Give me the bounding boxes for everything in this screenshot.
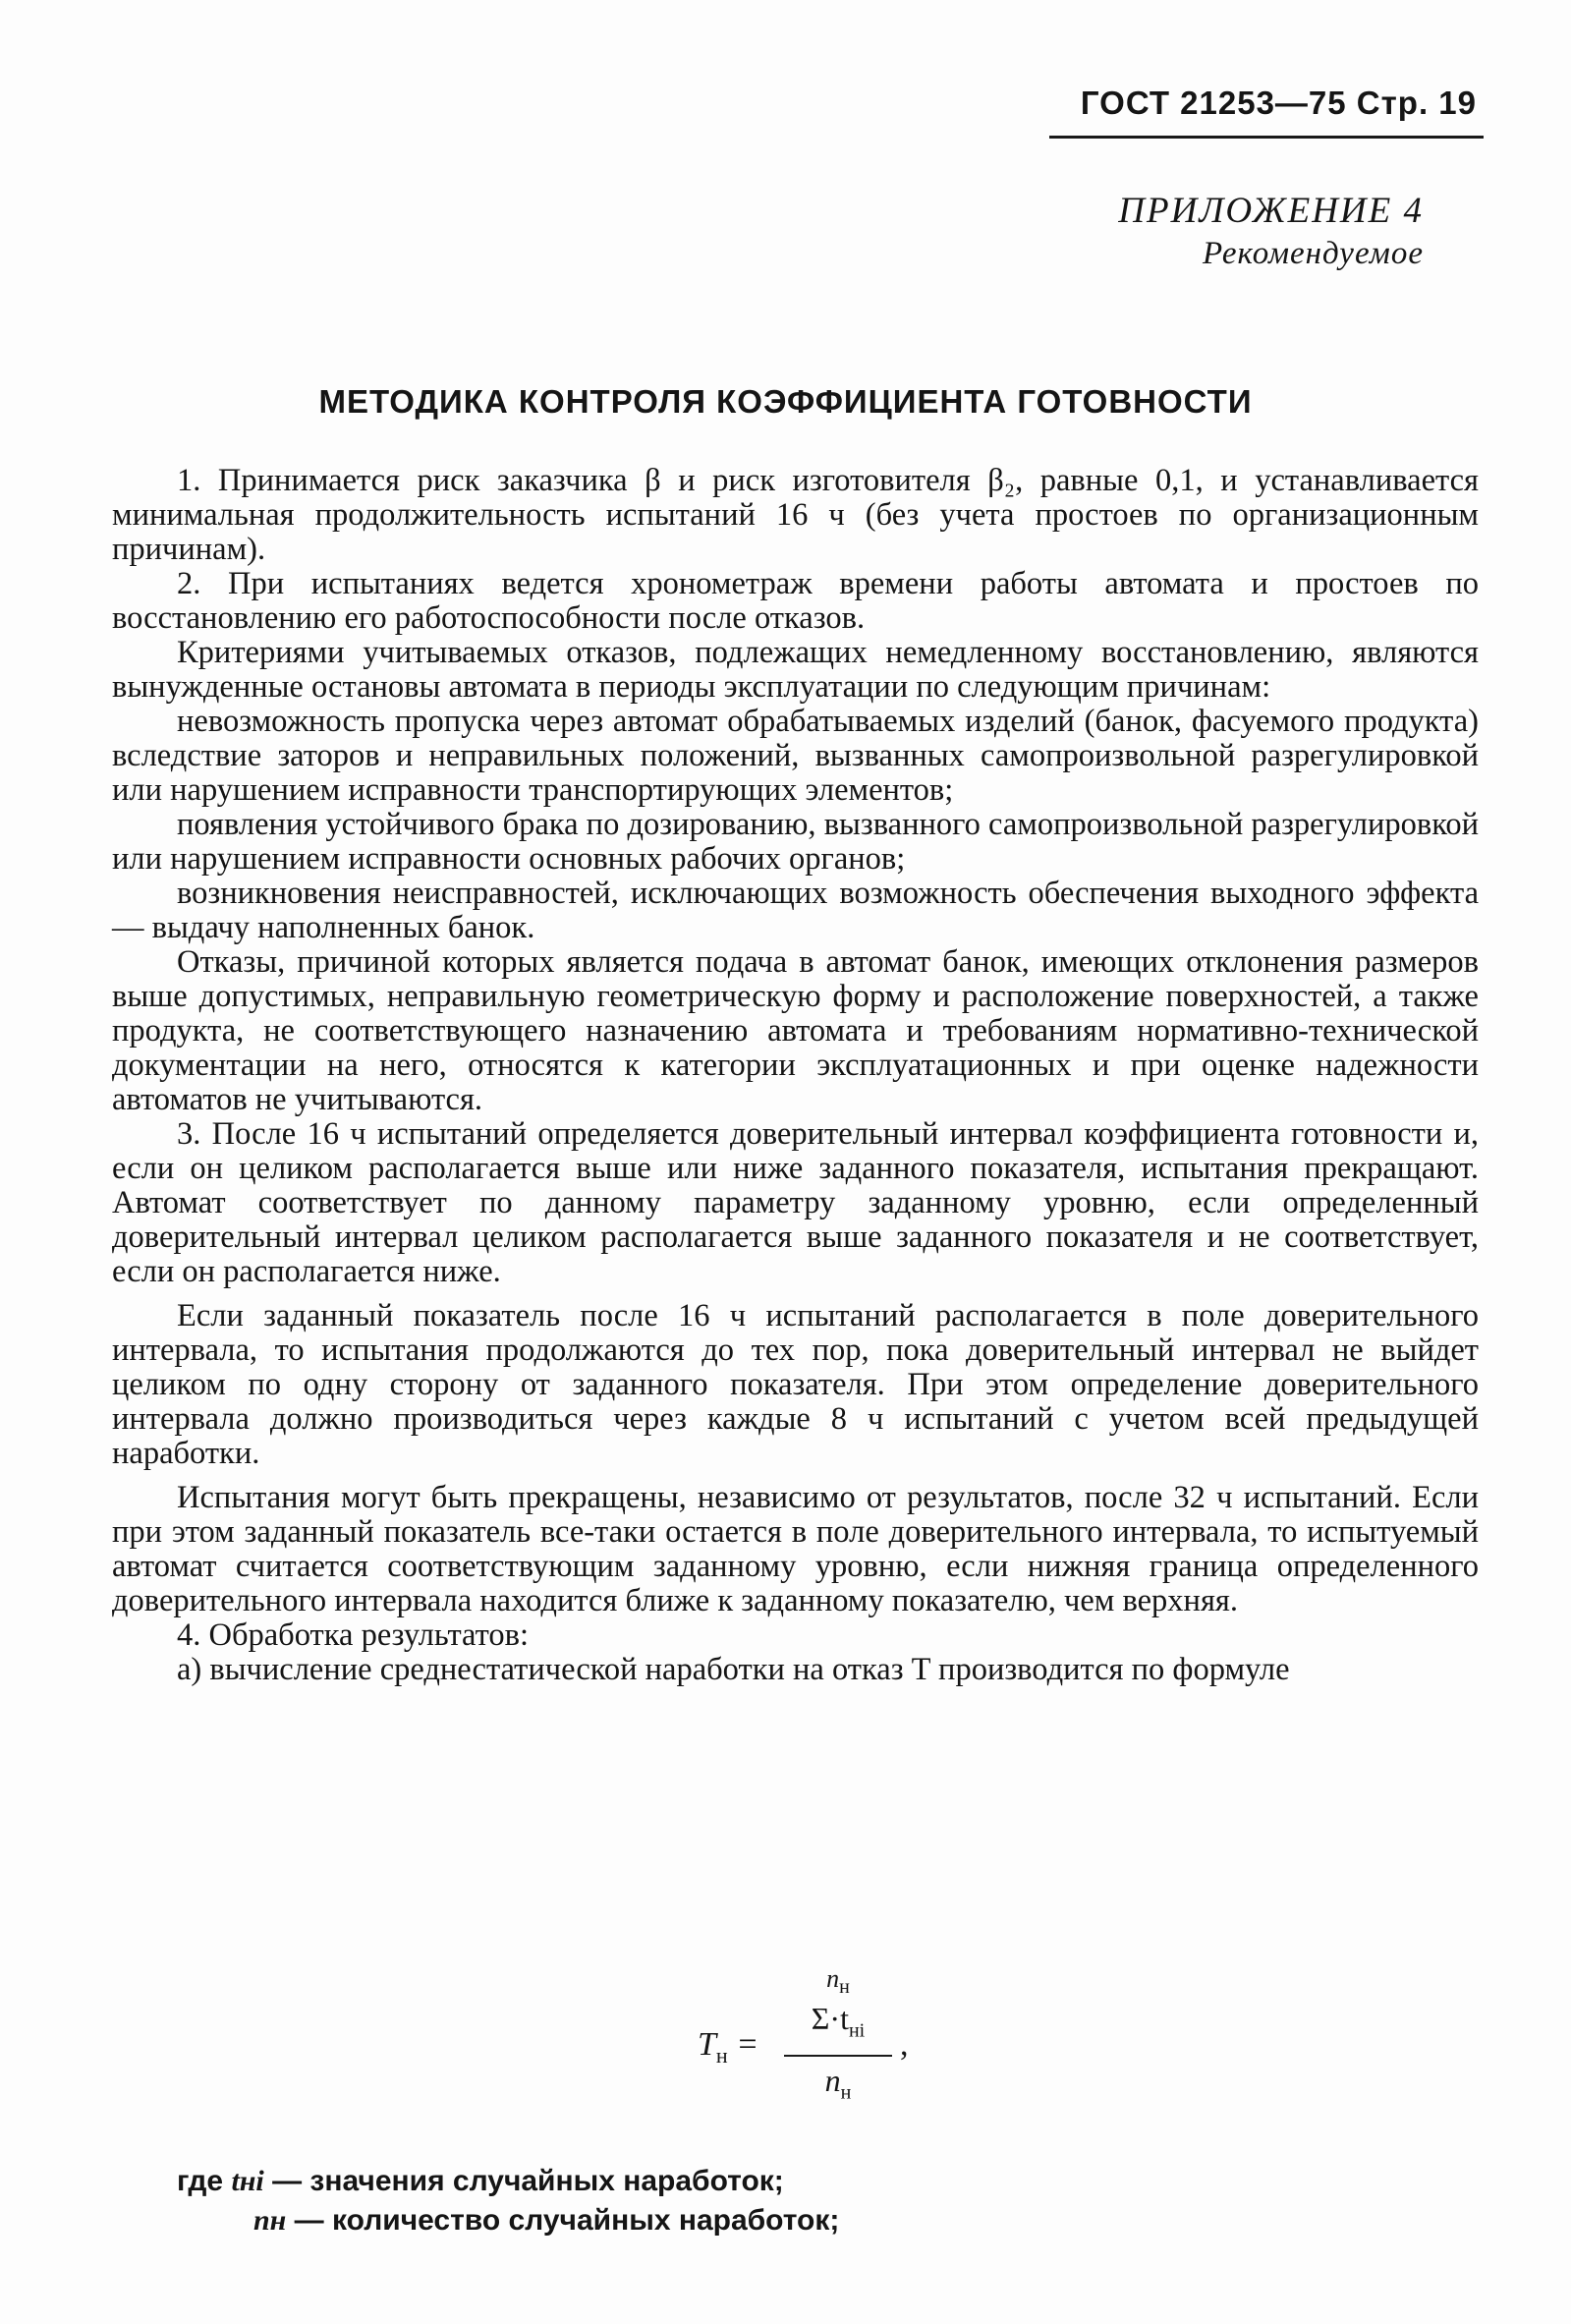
formula-mean-time xyxy=(678,1965,953,2123)
paragraph-6: возникновения неисправностей, исключающих возможность обеспечения выходного эффекта — выдачу наполненных банок. xyxy=(112,876,1479,945)
paragraph-10: Испытания могут быть прекращены, независимо от результатов, после 32 ч испытаний. Если при этом заданный показатель все-таки остается в поле доверительного интервала, то испытуемый автомат считается соответствующим заданному уровню, если нижняя граница определенного доверительного интервала находится ближе к заданному показателю, чем верхняя. xyxy=(112,1480,1479,1618)
paragraph-12: а) вычисление среднестатической наработки на отказ T производится по формуле xyxy=(177,1652,1290,1687)
header-rule xyxy=(1049,136,1484,139)
appendix-label: ПРИЛОЖЕНИЕ 4 xyxy=(1118,191,1424,231)
formula-lhs: $T_н$ = xyxy=(698,2026,759,2068)
paragraph-5: появления устойчивого брака по дозированию, вызванного самопроизвольной разрегулировкой или нарушением исправности основных рабочих органов; xyxy=(112,807,1479,877)
paragraph-9: Если заданный показатель после 16 ч испытаний располагается в поле доверительного интервала, то испытания продолжаются до тех пор, пока доверительный интервал не выйдет целиком по одну сторону от заданного показателя. При этом определение доверительного интервала должно производиться через каждые 8 ч испытаний с учетом всей предыдущей наработки. xyxy=(112,1298,1479,1471)
formula-denominator: $n_н$ xyxy=(824,2062,852,2103)
formula-fraction xyxy=(784,1965,892,2104)
formula-tail: , xyxy=(900,2026,909,2063)
paragraph-8: 3. После 16 ч испытаний определяется доверительный интервал коэффициента готовности и, если он целиком располагается выше или ниже заданного показателя, испытания прекращают. Автомат соответствует по данному параметру заданному уровню, если определенный доверительный интервал целиком располагается выше заданного показателя и не соответствует, если он располагается ниже. xyxy=(112,1116,1479,1289)
document-body xyxy=(112,464,1479,1687)
formula-numerator: $\Sigma\cdot t_{нi}$ xyxy=(811,2001,866,2042)
appendix-block xyxy=(1118,189,1424,275)
definition-row-1: где tнi — значения случайных наработок; xyxy=(177,2165,784,2197)
paragraph-4: невозможность пропуска через автомат обрабатываемых изделий (банок, фасуемого продукта) вследствие заторов и неправильных положений, вызванных самопроизвольной разрегулировкой или нарушением исправности транспортирующих элементов; xyxy=(112,704,1479,808)
formula-upper-limit: $n_н$ xyxy=(826,1964,850,1999)
paragraph-2: 2. При испытаниях ведется хронометраж времени работы автомата и простоев по восстановлению его работоспособности после отказов. xyxy=(112,566,1479,636)
paragraph-1: 1. Принимается риск заказчика β и риск изготовителя β₂, равные 0,1, и устанавливается минимальная продолжительность испытаний 16 ч (без учета простоев по организационным причинам). xyxy=(112,463,1479,567)
document-title: МЕТОДИКА КОНТРОЛЯ КОЭФФИЦИЕНТА ГОТОВНОСТИ xyxy=(318,383,1253,420)
page-header: ГОСТ 21253—75 Стр. 19 xyxy=(1080,85,1477,121)
paragraph-3: Критериями учитываемых отказов, подлежащих немедленному восстановлению, являются вынужденные остановы автомата в периоды эксплуатации по следующим причинам: xyxy=(112,635,1479,705)
fraction-bar xyxy=(784,2055,892,2057)
appendix-subtitle: Рекомендуемое xyxy=(1202,236,1424,272)
paragraph-7: Отказы, причиной которых является подача в автомат банок, имеющих отклонения размеров выше допустимых, неправильную геометрическую форму и расположение поверхностей, а также продукта, не соответствующего назначению автомата и требованиям нормативно-технической документации на него, относятся к категории эксплуатационных и при оценке надежности автоматов не учитываются. xyxy=(112,944,1479,1117)
paragraph-11: 4. Обработка результатов: xyxy=(177,1617,530,1653)
definition-row-2: nн — количество случайных наработок; xyxy=(253,2204,840,2237)
definitions-block xyxy=(177,2162,839,2240)
